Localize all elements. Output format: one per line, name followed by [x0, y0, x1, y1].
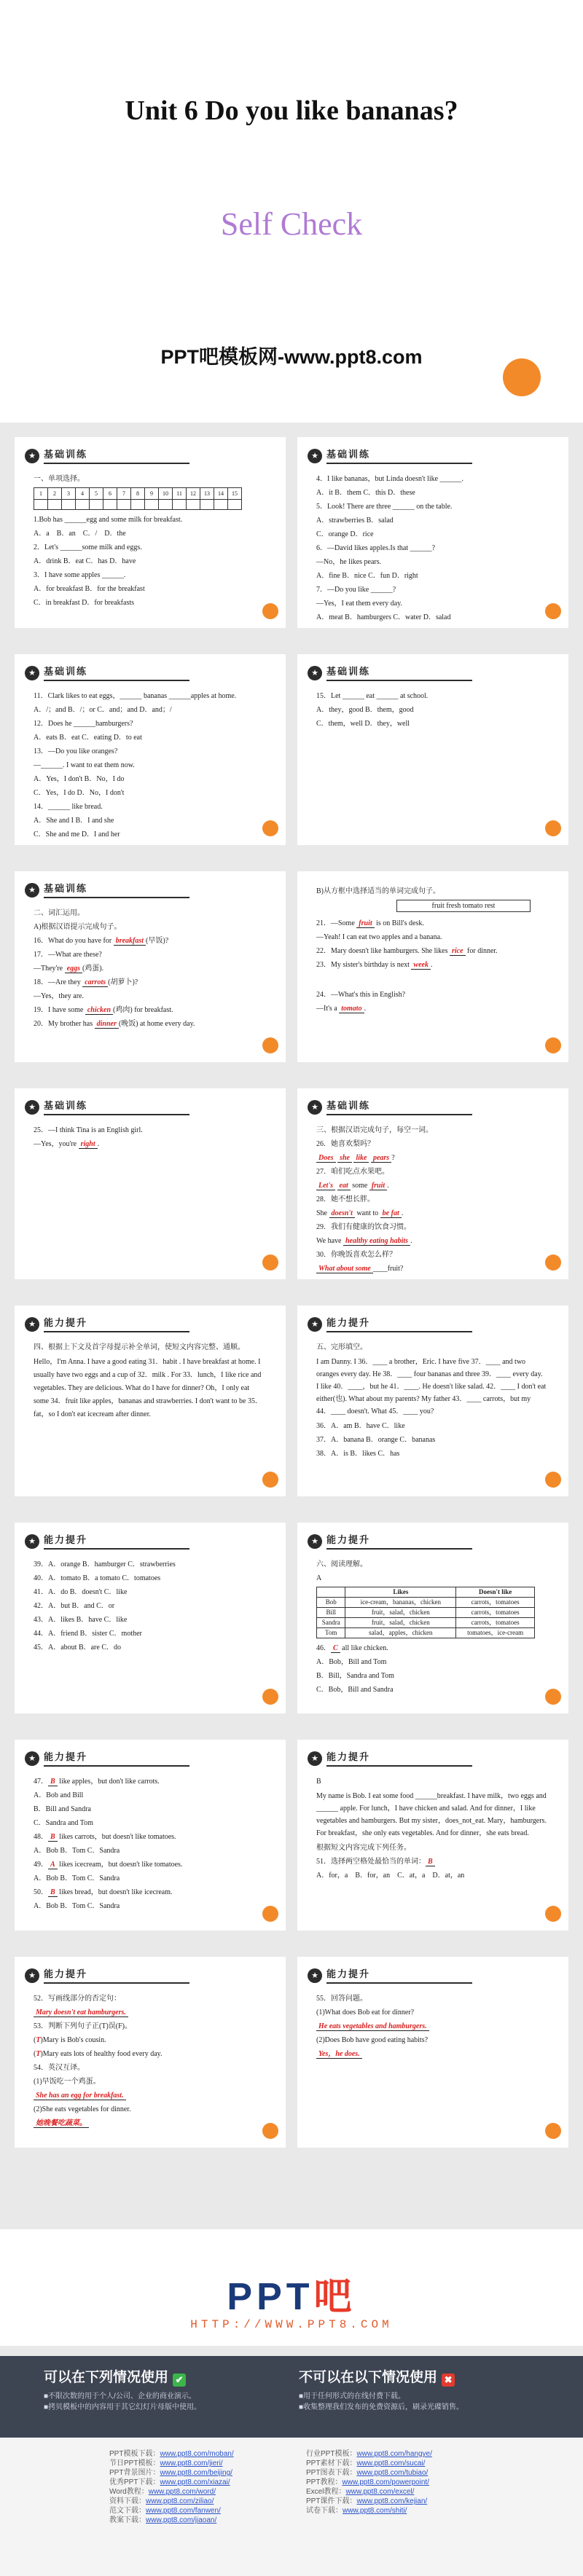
cross-icon: ✖	[442, 2373, 455, 2387]
answer-text: carrots	[82, 978, 108, 987]
grid-number-cell: 5	[90, 488, 103, 500]
grid-answer-cell	[173, 500, 187, 510]
grid-answer-cell	[159, 500, 173, 510]
table-row: Sandra fruit，salad，chicken carrots，tomatoes	[317, 1618, 535, 1628]
passage-label: B	[316, 1778, 321, 1786]
option-line: A．a B．an C．/ D．the	[34, 530, 126, 538]
slide-14	[297, 1740, 568, 1931]
link-row[interactable]: PPT背景图片：www.ppt8.com/beijing/	[109, 2469, 232, 2477]
grid-answer-cell	[48, 500, 62, 510]
grid-number-cell: 12	[187, 488, 200, 500]
option-line: A．Bob B．Tom C．Sandra	[34, 1874, 120, 1882]
star-icon: ★	[25, 449, 39, 463]
question-line: 20．My brother has dinner (晚饭) at home every day.	[34, 1020, 195, 1028]
slide-1	[15, 437, 286, 628]
section-header	[25, 447, 192, 465]
table-header-row: Likes Doesn't like	[317, 1587, 535, 1598]
grid-answer-cell	[214, 500, 228, 510]
link-row[interactable]: PPT模板下载：www.ppt8.com/moban/	[109, 2450, 234, 2458]
orange-dot-decoration	[545, 1472, 561, 1488]
grid-answer-cell	[117, 500, 131, 510]
question-line: 24．—What's this in English?	[316, 991, 406, 999]
brand-logo: PPT吧	[227, 2276, 356, 2318]
answer-line: What about some ____fruit?	[316, 1263, 547, 1274]
orange-dot-decoration	[545, 820, 561, 836]
orange-dot-decoration	[262, 820, 278, 836]
question-line: (T)Mary is Bob's cousin.	[34, 2036, 106, 2044]
table-row: Bill fruit，salad，chicken carrots，tomatoes	[317, 1608, 535, 1618]
answer-text: A	[48, 1861, 58, 1869]
orange-dot-decoration	[262, 1037, 278, 1053]
question-line: (1)What does Bob eat for dinner?	[316, 2008, 415, 2017]
orange-dot-decoration	[262, 1472, 278, 1488]
allowed-usage: 可以在下列情况使用 ✔ ■不限次数的用于个人/公司、企业的商业演示。 ■拷贝模板中的内容用于其它幻灯片母版中使用。	[44, 2370, 202, 2411]
grid-answer-cell	[34, 500, 48, 510]
answer-grid	[34, 487, 242, 510]
section-label: 基础训练	[326, 449, 371, 460]
passage-text: I am Danny. I 36．____ a brother，Eric. I have five 37．____ and two oranges every day. He 38．____ four bananas and three 39．____ every day. I like 40．____，but he 41．____. He doesn't like salad. 42．____ I don't eat either(也). What about my parents? My father 43．____ carrots，but my 44．____ doesn't. What 45．____ you?	[316, 1358, 547, 1415]
table-row: Tom salad，apples，chicken tomatoes，ice-cream	[317, 1628, 535, 1638]
question-line: 14．______ like bread.	[34, 803, 103, 811]
exercise-heading: 二、词汇运用。	[34, 909, 85, 917]
question-line: —No，he likes pears.	[316, 558, 382, 566]
orange-dot-decoration	[545, 1254, 561, 1271]
question-line: —______. I want to eat them now.	[34, 761, 135, 769]
answer-text: chicken	[85, 1006, 113, 1015]
orange-dot-decoration	[545, 1037, 561, 1053]
question-line: (2)She eats vegetables for dinner.	[34, 2105, 131, 2113]
grid-number-cell: 8	[131, 488, 145, 500]
option-line: C．Yes，I do D．No，I don't	[34, 789, 125, 797]
question-line: 2．Let's ______some milk and eggs.	[34, 543, 142, 551]
section-label: 能力提升	[326, 1535, 371, 1546]
question-line: 13．—Do you like oranges?	[34, 747, 118, 755]
unit-title: Unit 6 Do you like bananas?	[125, 95, 458, 126]
star-icon: ★	[308, 1534, 322, 1549]
section-label: 基础训练	[44, 667, 88, 678]
option-line: A．strawberries B．salad	[316, 517, 394, 525]
section-label: 能力提升	[44, 1318, 88, 1329]
option-line: A．Bob and Bill	[34, 1791, 84, 1799]
question-line: 18．—Are they carrots (胡萝卜)?	[34, 978, 138, 986]
self-check-title: Self Check	[220, 206, 363, 242]
answer-line: 她晚餐吃蔬菜。	[34, 2118, 264, 2129]
answer-text: eggs	[65, 965, 82, 973]
option-line: A．they，good B．them，good	[316, 706, 414, 714]
option-line: B．Bill，Sandra and Tom	[316, 1672, 394, 1680]
question-line: 25．—I think Tina is an English girl.	[34, 1126, 143, 1134]
question-line: 30．你晚饭喜欢怎么样？	[316, 1251, 396, 1259]
exercise-heading: 六、阅读理解。	[316, 1560, 367, 1568]
table-row: Bob ice-cream，bananas，chicken carrots，tomatoes	[317, 1598, 535, 1608]
orange-circle-decoration	[503, 358, 541, 396]
brand-url[interactable]: HTTP://WWW.PPT8.COM	[190, 2318, 393, 2331]
question-line: (T)Mary eats lots of healthy food every day.	[34, 2050, 163, 2058]
option-line: 38．A．is B．likes C．has	[316, 1450, 400, 1458]
question-line: —They're eggs (鸡蛋).	[34, 965, 104, 973]
section-label: 能力提升	[44, 1969, 88, 1980]
exercise-heading: 三、根据汉语完成句子，每空一词。	[316, 1126, 433, 1134]
star-icon: ★	[25, 1968, 39, 1983]
answer-line: Yes，he does.	[316, 2049, 547, 2059]
section-label: 基础训练	[44, 449, 88, 460]
option-line: 41．A．do B．doesn't C．like	[34, 1588, 128, 1596]
answer-text: breakfast	[114, 937, 146, 946]
orange-dot-decoration	[262, 1254, 278, 1271]
grid-number-cell: 3	[62, 488, 76, 500]
star-icon: ★	[25, 883, 39, 898]
slide-8	[297, 1088, 568, 1279]
star-icon: ★	[308, 1751, 322, 1766]
question-line: 3．I have some apples ______.	[34, 571, 126, 579]
passage-text: Hello，I'm Anna. I have a good eating 31．habit . I have breakfast at home. I usually have two eggs and a cup of 32．milk . For 33．lunch，I like rice and vegetables. They are delicious. What do I have for dinner? Oh，I only eat some 34．fruit like apples，bananas and strawberries. I don't want to be 35．fat，so I don't eat icecream after dinner.	[34, 1358, 262, 1418]
option-line: A．Bob B．Tom C．Sandra	[34, 1902, 120, 1910]
slide-15	[15, 1957, 286, 2148]
slide-11	[15, 1523, 286, 1713]
section-label: 能力提升	[326, 1969, 371, 1980]
slide-3	[15, 654, 286, 845]
orange-dot-decoration	[545, 1906, 561, 1922]
star-icon: ★	[308, 666, 322, 680]
word-box: fruit fresh tomato rest	[396, 900, 531, 912]
question-line: 26．她喜欢梨吗？	[316, 1140, 375, 1148]
option-line: 40．A．tomato B．a tomato C．tomatoes	[34, 1574, 161, 1582]
answer-text: right	[79, 1140, 98, 1149]
question-line: 22．Mary doesn't like hamburgers. She likes rice for dinner.	[316, 947, 498, 955]
slide-6	[297, 871, 568, 1062]
exercise-subheading: B)从方框中选择适当的单词完成句子。	[316, 887, 440, 895]
grid-number-cell: 4	[76, 488, 90, 500]
star-icon: ★	[308, 1100, 322, 1115]
passage-text: My name is Bob. I eat some food ______breakfast. I have milk，two eggs and ______ apple. For lunch，I have chicken and salad. And for dinner，I like vegetables and hamburgers. But my sister，does_not_eat. Mary，hamburgers. For breakfast，she only eats vegetables. And for dinner，she eats bread.	[316, 1792, 547, 1837]
link-row[interactable]: PPT课件下载：www.ppt8.com/kejian/	[306, 2497, 428, 2505]
grid-number-cell: 7	[117, 488, 131, 500]
watermark-text: PPT吧模板网-www.ppt8.com	[160, 346, 423, 368]
question-line: 54．英汉互译。	[34, 2064, 85, 2072]
orange-dot-decoration	[545, 603, 561, 619]
link-row[interactable]: 资料下载：www.ppt8.com/ziliao/	[109, 2497, 214, 2505]
orange-dot-decoration	[262, 1906, 278, 1922]
option-line: A．it B．them C．this D．these	[316, 489, 415, 497]
star-icon: ★	[308, 1317, 322, 1332]
star-icon: ★	[25, 1100, 39, 1115]
slide-4	[297, 654, 568, 845]
brand-logo-section	[0, 2229, 583, 2346]
section-label: 能力提升	[44, 1535, 88, 1546]
likes-table	[316, 1587, 535, 1638]
star-icon: ★	[25, 1317, 39, 1332]
question-line: —Yes，they are.	[34, 992, 84, 1000]
star-icon: ★	[25, 666, 39, 680]
question-line: —It's a tomato .	[316, 1005, 367, 1013]
grid-answer-cell	[90, 500, 103, 510]
question-line: 23．My sister's birthday is next week .	[316, 961, 433, 969]
slide-7	[15, 1088, 286, 1279]
section-label: 基础训练	[326, 1101, 371, 1112]
answer-text: tomato	[339, 1005, 364, 1013]
answer-text: C	[331, 1644, 340, 1653]
slide-2	[297, 437, 568, 628]
star-icon: ★	[25, 1751, 39, 1766]
question-line: 12．Does he ______hamburgers?	[34, 720, 133, 728]
option-line: A．/；and B．/；or C．and；and D．and；/	[34, 706, 172, 714]
star-icon: ★	[25, 1534, 39, 1549]
links-left	[109, 2449, 234, 2525]
grid-answer-cell	[200, 500, 214, 510]
option-line: A．Bob B．Tom C．Sandra	[34, 1847, 120, 1855]
option-line: 45．A．about B．are C．do	[34, 1644, 121, 1652]
question-line: 51．选择两空格处最恰当的单词： B	[316, 1856, 547, 1867]
question-line: 47． B like apples，but don't like carrots.	[34, 1778, 160, 1786]
answer-line: She has an egg for breakfast.	[34, 2090, 264, 2101]
star-icon: ★	[308, 1968, 322, 1983]
grid-number-cell: 2	[48, 488, 62, 500]
option-line: A．meat B．hamburgers C．water D．salad	[316, 613, 451, 621]
exercise-heading: 一、单项选择。	[34, 475, 85, 483]
forbidden-usage: 不可以在以下情况使用 ✖ ■用于任何形式的在线付费下载。 ■收集整理我们发布的免费资源后，刷录光碟销售。	[299, 2370, 464, 2411]
option-line: A．for，a B．for，an C．at，a D．at，an	[316, 1872, 465, 1880]
option-line: C．Sandra and Tom	[34, 1819, 93, 1827]
option-line: A．She and I B．I and she	[34, 817, 114, 825]
question-line: 29．我们有健康的饮食习惯。	[316, 1223, 411, 1231]
grid-number-cell: 13	[200, 488, 214, 500]
question-line: —Yes，you're right .	[34, 1140, 100, 1148]
option-line: A．Yes，I don't B．No，I do	[34, 775, 125, 783]
question-line: 46． C all like chicken.	[316, 1644, 388, 1652]
grid-number-cell: 14	[214, 488, 228, 500]
grid-answer-cell	[228, 500, 242, 510]
exercise-subheading: A)根据汉语提示完成句子。	[34, 923, 122, 931]
link-row[interactable]: 教案下载：www.ppt8.com/jiaoan/	[109, 2516, 217, 2524]
question-line: 27．咱们吃点水果吧。	[316, 1168, 389, 1176]
question-line: 4．I like bananas，but Linda doesn't like ______.	[316, 475, 464, 483]
question-line: 49． A likes icecream，but doesn't like tomatoes.	[34, 1861, 183, 1869]
answer-text: B	[426, 1858, 435, 1866]
answer-text: B	[48, 1778, 58, 1786]
question-line: 53．判断下列句子正(T)误(F)。	[34, 2022, 132, 2030]
section-label: 基础训练	[44, 1101, 88, 1112]
links-right	[306, 2449, 432, 2516]
option-line: A．Bob，Bill and Tom	[316, 1658, 387, 1666]
slide-5	[15, 871, 286, 1062]
answer-text: B	[48, 1833, 58, 1842]
option-line: C．Bob，Bill and Sandra	[316, 1686, 394, 1694]
link-row[interactable]: PPT教程：www.ppt8.com/powerpoint/	[306, 2478, 429, 2486]
answer-text: rice	[450, 947, 466, 956]
link-row[interactable]: 节日PPT模板：www.ppt8.com/jieri/	[109, 2459, 223, 2467]
question-line: 11．Clark likes to eat eggs，______ bananas ______apples at home.	[34, 692, 237, 700]
usage-banner	[0, 2356, 583, 2438]
option-line: A．for breakfast B．for the breakfast	[34, 585, 145, 593]
question-line: 48． B likes carrots，but doesn't like tomatoes.	[34, 1833, 176, 1841]
star-icon: ★	[308, 449, 322, 463]
question-line: 7．—Do you like ______?	[316, 586, 396, 594]
link-row[interactable]: Excel教程：www.ppt8.com/excel/	[306, 2488, 415, 2496]
grid-answer-cell	[62, 500, 76, 510]
question-line: 6．—David likes apples.Is that ______?	[316, 544, 436, 552]
footer-section	[0, 2356, 583, 2576]
section-label: 能力提升	[326, 1752, 371, 1763]
exercise-heading: 五、完形填空。	[316, 1343, 367, 1351]
grid-answer-cell	[131, 500, 145, 510]
orange-dot-decoration	[262, 2123, 278, 2139]
option-line: 42．A．but B．and C．or	[34, 1602, 115, 1610]
question-line: (1)早饭吃一个鸡蛋。	[34, 2078, 101, 2086]
section-label: 基础训练	[326, 667, 371, 678]
option-line: 44．A．friend B．sister C．mother	[34, 1630, 142, 1638]
section-label: 基础训练	[44, 884, 88, 895]
answer-line: He eats vegetables and hamburgers.	[316, 2021, 547, 2032]
slide-16	[297, 1957, 568, 2148]
title-section	[0, 0, 583, 423]
option-line: C．in breakfast D．for breakfasts	[34, 599, 135, 607]
link-row[interactable]: 优秀PPT下载：www.ppt8.com/xiazai/	[109, 2478, 230, 2486]
orange-dot-decoration	[262, 603, 278, 619]
option-line: 39．A．orange B．hamburger C．strawberries	[34, 1560, 176, 1568]
grid-number-cell: 6	[103, 488, 117, 500]
option-line: C．orange D．rice	[316, 530, 374, 538]
slide-10	[297, 1305, 568, 1496]
answer-text: dinner	[95, 1020, 119, 1029]
answer-text: fruit	[356, 919, 374, 928]
answer-line: Let's eat some fruit .	[316, 1180, 547, 1191]
question-line: 1.Bob has ______egg and some milk for breakfast.	[34, 516, 183, 524]
grid-answer-cell	[145, 500, 159, 510]
answer-line: She doesn't want to be fat .	[316, 1209, 404, 1217]
question-line: 5．Look! There are three ______ on the table.	[316, 503, 453, 511]
slide-12	[297, 1523, 568, 1713]
grid-answer-cell	[187, 500, 200, 510]
slide-9	[15, 1305, 286, 1496]
option-line: A．drink B．eat C．has D．have	[34, 557, 136, 565]
option-line: 37．A．banana B．orange C．bananas	[316, 1436, 436, 1444]
grid-number-cell: 15	[228, 488, 242, 500]
slide-13	[15, 1740, 286, 1931]
grid-number-cell: 9	[145, 488, 159, 500]
answer-text: B	[48, 1888, 58, 1897]
task-hint: 根据短文内容完成下列任务。	[316, 1844, 411, 1852]
link-row[interactable]: 试卷下载：www.ppt8.com/shiti/	[306, 2507, 407, 2515]
grid-answer-cell	[103, 500, 117, 510]
option-line: 36．A．am B．have C．like	[316, 1422, 405, 1430]
link-row[interactable]: Word教程：www.ppt8.com/word/	[109, 2488, 216, 2496]
question-line: —Yes，I eat them every day.	[316, 600, 403, 608]
option-line: 43．A．likes B．have C．like	[34, 1616, 128, 1624]
orange-dot-decoration	[545, 1689, 561, 1705]
check-icon: ✔	[173, 2373, 186, 2387]
passage-label: A	[316, 1574, 322, 1582]
question-line: 28．她不想长胖。	[316, 1195, 375, 1203]
option-line: A．eats B．eat C．eating D．to eat	[34, 734, 142, 742]
link-row[interactable]: PPT素材下载：www.ppt8.com/sucai/	[306, 2459, 426, 2467]
question-line: 17．—What are these?	[34, 951, 102, 959]
link-row[interactable]: PPT图表下载：www.ppt8.com/tubiao/	[306, 2469, 429, 2477]
question-line: 21．—Some fruit is on Bill's desk.	[316, 919, 424, 927]
question-line: (2)Does Bob have good eating habits?	[316, 2036, 429, 2044]
question-line: —Yeah! I can eat two apples and a banana.	[316, 933, 442, 941]
question-line: 55．回答问题。	[316, 1995, 367, 2003]
answer-line: Mary doesn't eat hamburgers.	[34, 2007, 264, 2018]
orange-dot-decoration	[262, 1689, 278, 1705]
orange-dot-decoration	[545, 2123, 561, 2139]
question-line: 19．I have some chicken (鸡肉) for breakfast.	[34, 1006, 173, 1014]
section-label: 能力提升	[44, 1752, 88, 1763]
question-line: 52．写画线部分的否定句：	[34, 1995, 121, 2003]
grid-number-cell: 10	[159, 488, 173, 500]
option-line: B．Bill and Sandra	[34, 1805, 91, 1813]
grid-number-cell: 1	[34, 488, 48, 500]
exercise-heading: 四、根据上下文及首字母提示补全单词，使短文内容完整、通顺。	[34, 1343, 245, 1351]
option-line: C．them，well D．they，well	[316, 720, 410, 728]
link-row[interactable]: 行业PPT模板：www.ppt8.com/hangye/	[306, 2450, 432, 2458]
link-row[interactable]: 范文下载：www.ppt8.com/fanwen/	[109, 2507, 221, 2515]
question-line: 15．Let ______ eat ______ at school.	[316, 692, 429, 700]
option-line: C．She and me D．I and her	[34, 830, 120, 839]
section-label: 能力提升	[326, 1318, 371, 1329]
grid-answer-cell	[76, 500, 90, 510]
option-line: A．fine B．nice C．fun D．right	[316, 572, 418, 580]
answer-line: Does she like pears ?	[316, 1152, 547, 1163]
answer-line: We have healthy eating habits .	[316, 1237, 412, 1245]
question-line: 50． B likes bread，but doesn't like icecream.	[34, 1888, 173, 1896]
answer-text: week	[411, 961, 431, 970]
grid-number-cell: 11	[173, 488, 187, 500]
question-line: 16．What do you have for breakfast (早饭)?	[34, 937, 169, 945]
